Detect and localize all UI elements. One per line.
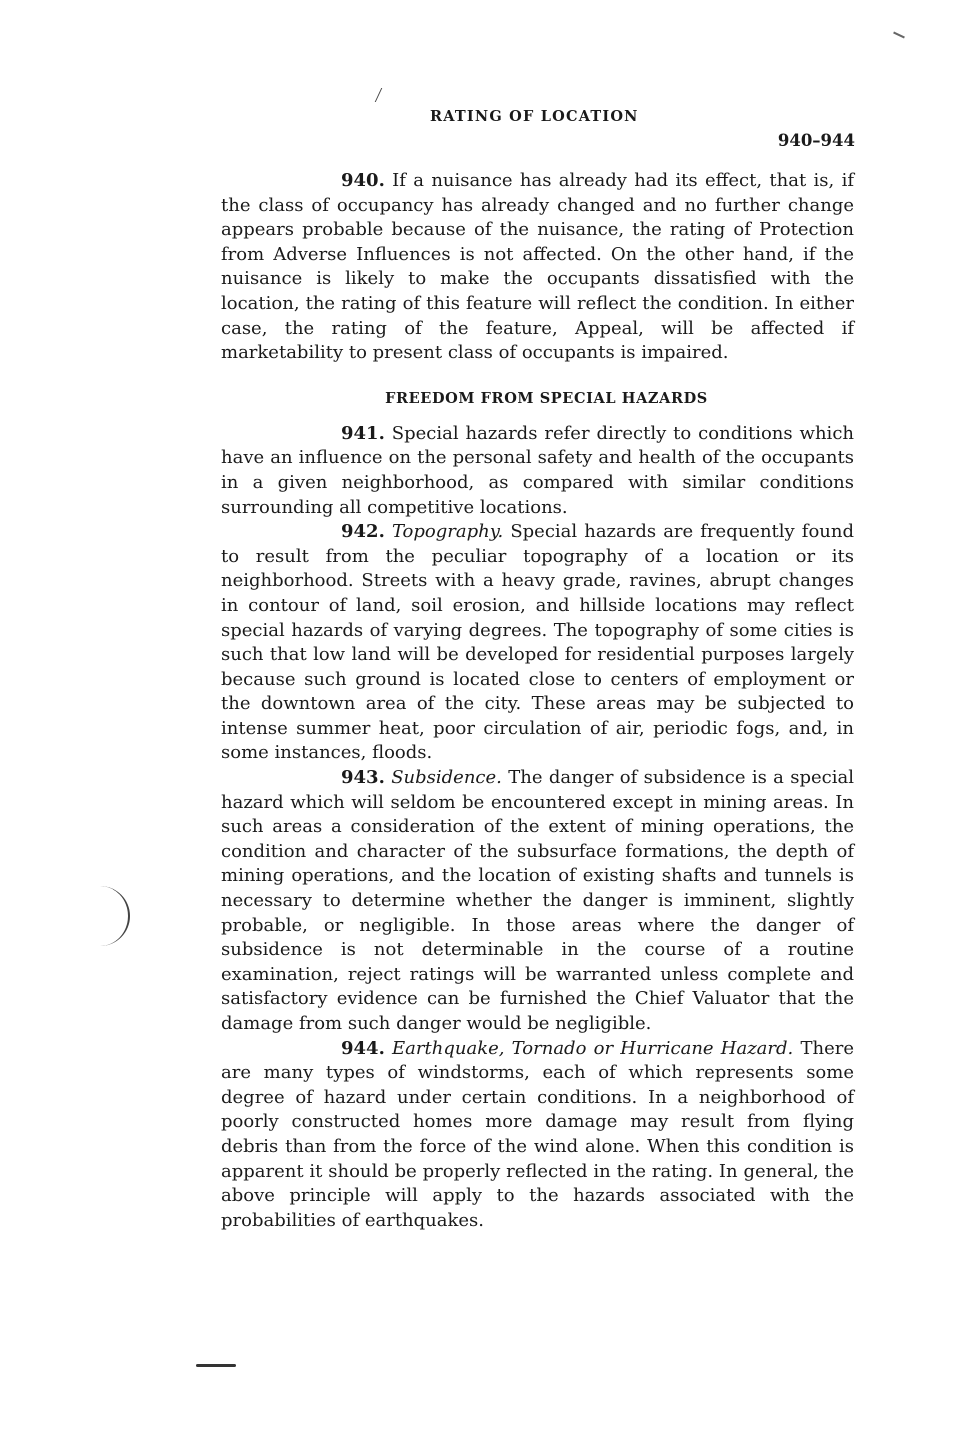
- margin-pen-mark: [375, 88, 393, 102]
- margin-curve-mark: [88, 886, 130, 946]
- paragraph-943: [221, 766, 854, 1037]
- section-heading: FREEDOM FROM SPECIAL HAZARDS: [385, 389, 708, 407]
- paragraph-title: Topography.: [391, 521, 504, 543]
- paragraph-text: The danger of subsidence is a special hazard which will seldom be encountered except in mining areas. In such areas a consideration of the extent of mining operations, the condition and character of the subsurface formations, the depth of mining operations, and the location of existing shafts and tunnels is necessary to determine whether the danger is imminent, slightly probable, or negligible. In those areas where the danger of subsidence is not determinable in the course of a routine examination, reject ratings will be warranted unless complete and satisfactory evidence can be furnished the Chief Valuator that the damage from such danger would be negligible.: [221, 767, 854, 1034]
- paragraph-942: [221, 520, 854, 766]
- paragraph-title: Subsidence.: [391, 767, 502, 789]
- paragraph-941: [221, 422, 854, 520]
- section-number: 942.: [341, 521, 385, 543]
- paragraph-940: [221, 169, 854, 366]
- section-number: 940.: [341, 170, 385, 191]
- bottom-scan-smudge: [196, 1364, 236, 1367]
- paragraph-text: There are many types of windstorms, each of which represents some degree of hazard under certain conditions. In a neighborhood of poorly constructed homes more damage may result from flying debris than from the force of the wind alone. When this condition is apparent it should be properly reflected in the rating. In general, the above principle will apply to the hazards associated with the probabilities of earthquakes.: [221, 1037, 854, 1231]
- paragraph-text: Special hazards are frequently found to result from the peculiar topography of a location or its neighborhood. Streets with a heavy grade, ravines, abrupt changes in contour of land, soil erosion, and hillside locations may reflect special hazards of varying degrees. The topography of some cities is such that low land will be developed for residential purposes largely because such ground is located close to centers of employment or the downtown area of the city. These areas may be subjected to intense summer heat, poor circulation of air, periodic fogs, and, in some instances, floods.: [221, 521, 854, 764]
- paragraph-944: [221, 1037, 854, 1234]
- paragraph-text: Special hazards refer directly to conditions which have an influence on the personal safety and health of the occupants in a given neighborhood, as compared with similar conditions surrounding all competitive locations.: [221, 422, 854, 518]
- running-head: RATING OF LOCATION: [430, 108, 639, 125]
- section-number: 944.: [341, 1037, 385, 1059]
- section-number: 941.: [341, 422, 385, 444]
- page-body: [221, 169, 854, 1233]
- section-range: 940–944: [777, 131, 855, 150]
- paragraph-title: Earthquake, Tornado or Hurricane Hazard.: [392, 1037, 794, 1059]
- section-number: 943.: [341, 767, 385, 789]
- corner-scan-mark: [893, 32, 905, 39]
- paragraph-text: If a nuisance has already had its effect, that is, if the class of occupancy has already changed and no further change appears probable because of the nuisance, the rating of Protection from Adverse Influences is not affected. On the other hand, if the nuisance is likely to make the occupants dissatisfied with the location, the rating of this feature will reflect the condition. In either case, the rating of the feature, Appeal, will be affected if marketability to present class of occupants is impaired.: [221, 170, 854, 364]
